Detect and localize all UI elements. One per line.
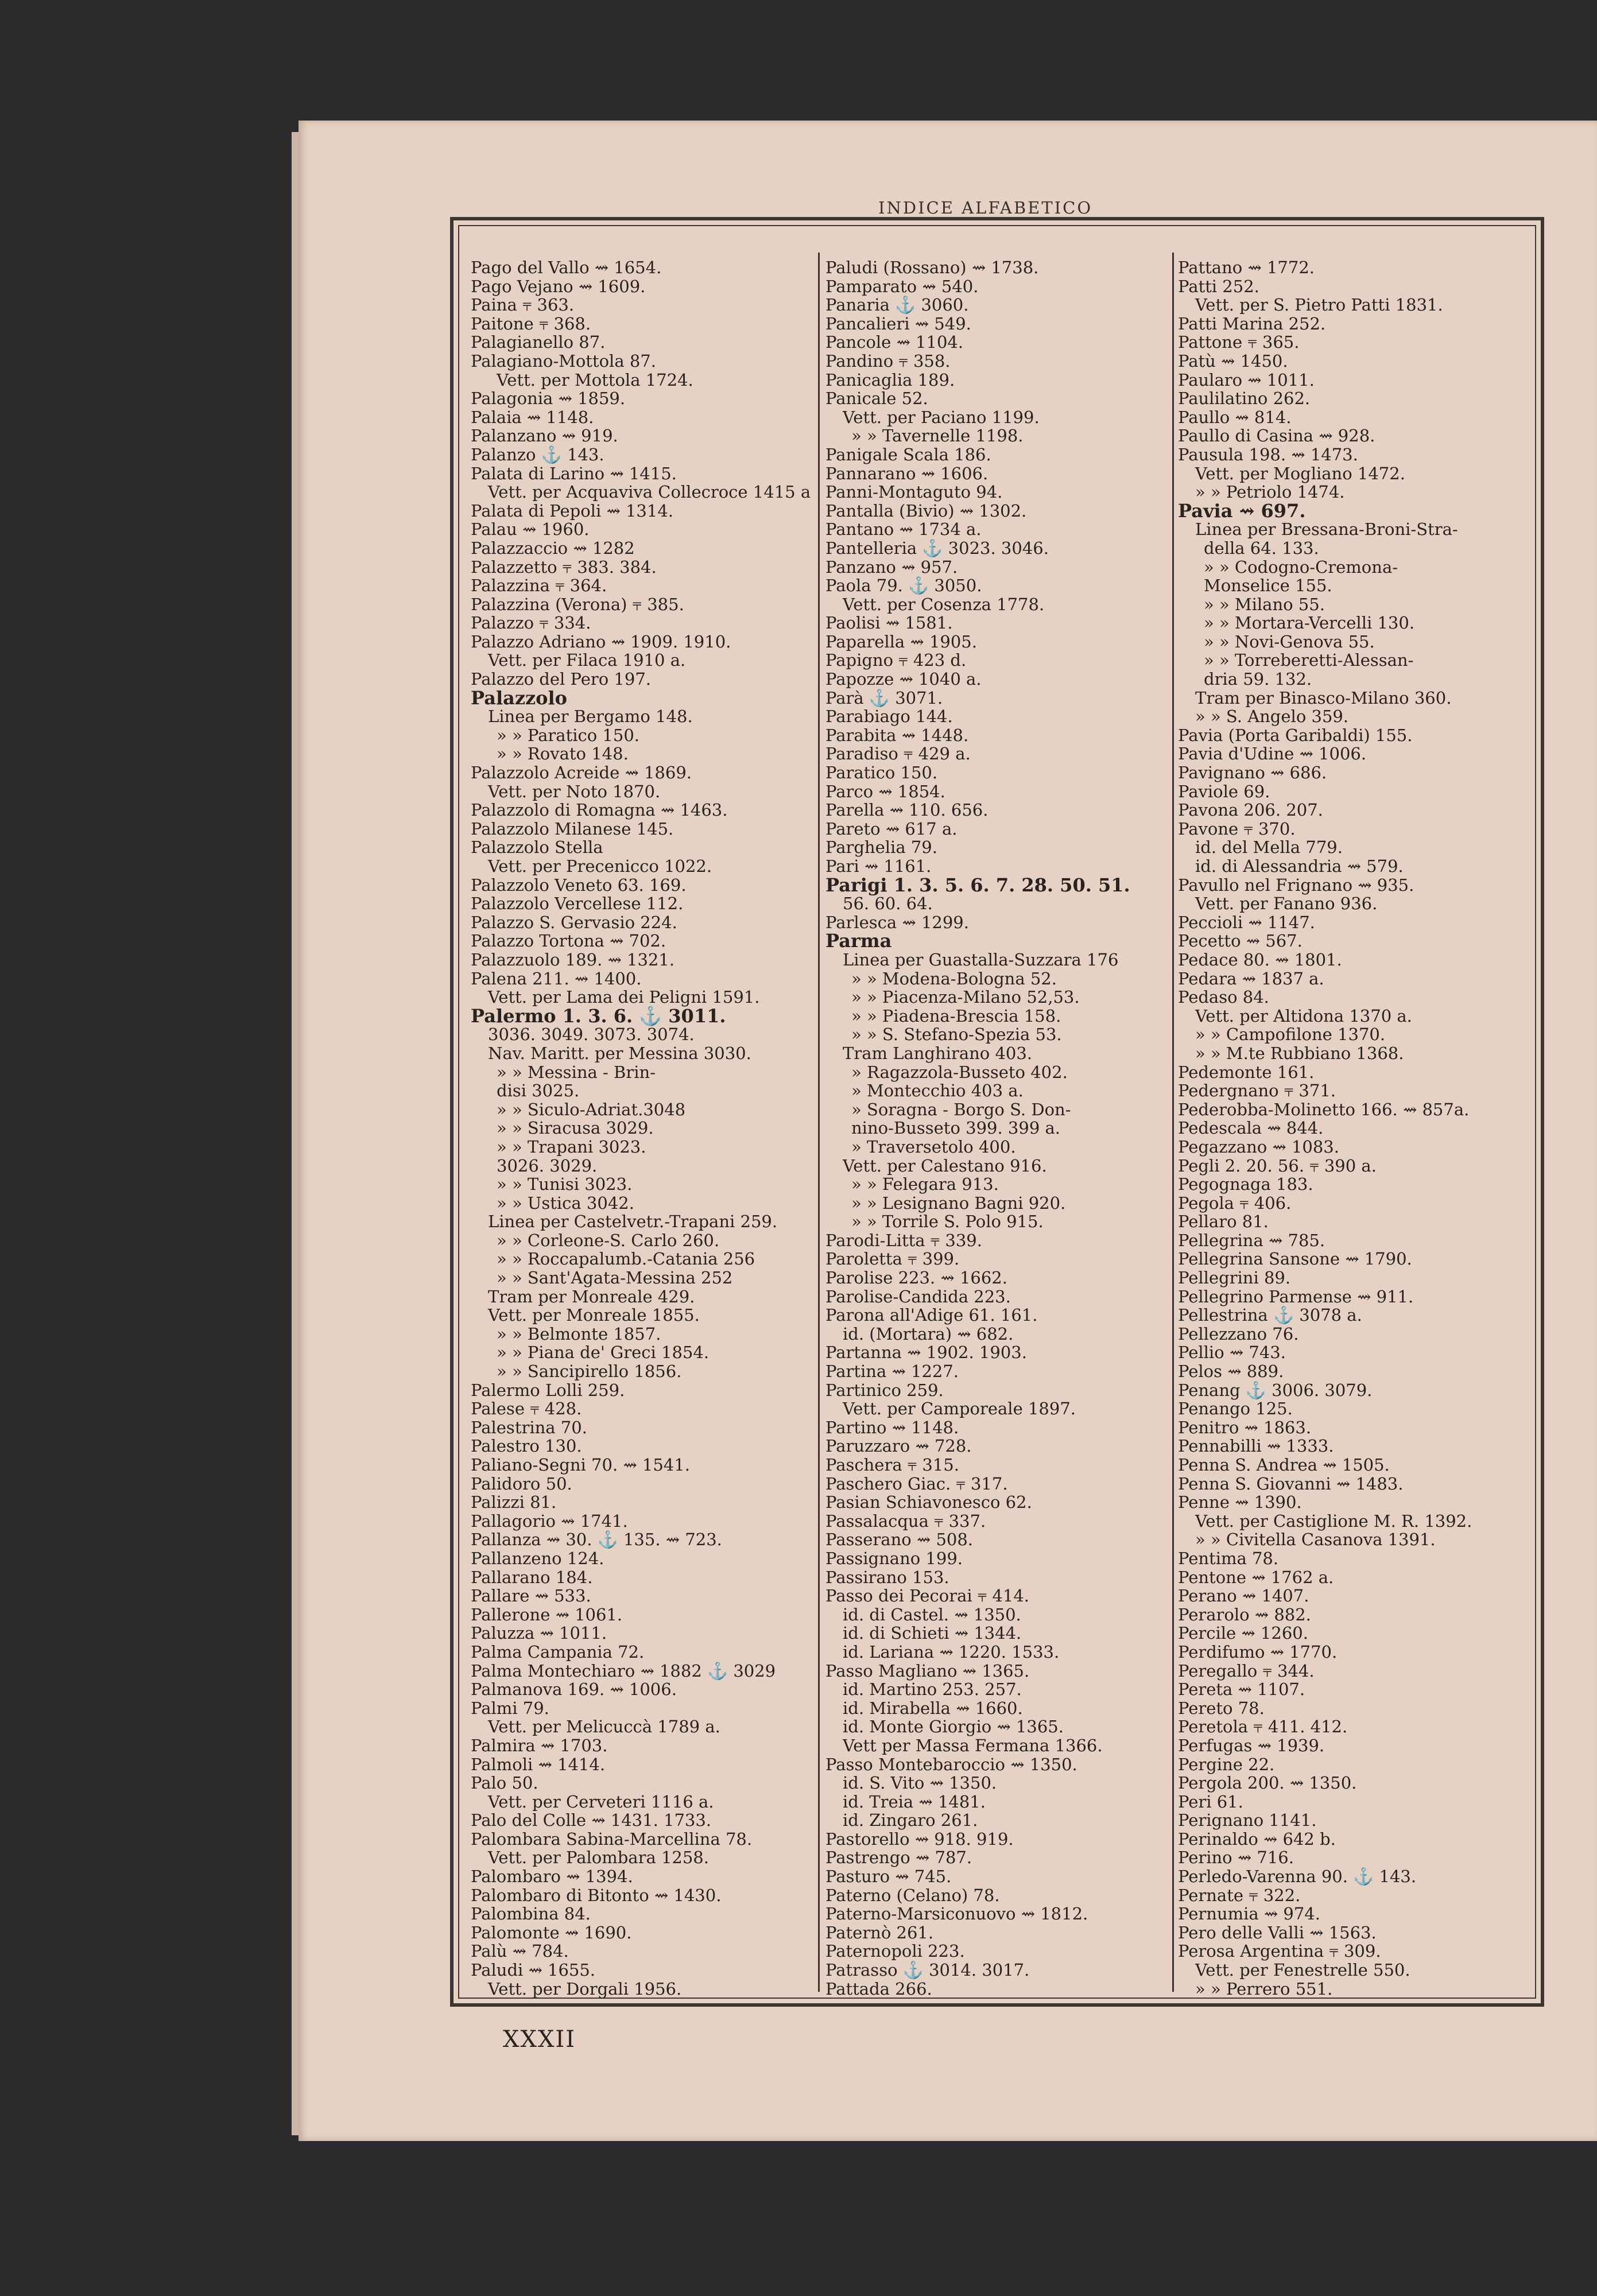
index-entry: Vett. per Acquaviva Collecroce 1415 a [488,482,811,502]
index-entry: » » S. Stefano-Spezia 53. [851,1025,1062,1045]
index-entry: Palombaro di Bitonto ⇝ 1430. [471,1885,722,1905]
index-entry: Palazzolo Vercellese 112. [471,894,684,914]
index-entry: Palanzo ⚓ 143. [471,444,604,464]
index-entry: Penna S. Giovanni ⇝ 1483. [1178,1473,1404,1494]
index-entry: Paola 79. ⚓ 3050. [825,576,982,596]
index-entry: Penna S. Andrea ⇝ 1505. [1178,1455,1390,1475]
index-entry: Paluzza ⇝ 1011. [471,1623,607,1643]
index-entry: Palazzo S. Gervasio 224. [471,912,677,932]
index-entry: Pasturo ⇝ 745. [825,1867,952,1887]
index-entry: Paroletta ⫧ 399. [825,1249,960,1269]
index-entry: Vett. per Fenestrelle 550. [1195,1960,1410,1980]
index-entry: Nav. Maritt. per Messina 3030. [488,1043,751,1063]
index-entry: » » Lesignano Bagni 920. [851,1193,1066,1213]
index-entry: Pedara ⇝ 1837 a. [1178,968,1324,988]
index-entry: Pelos ⇝ 889. [1178,1362,1284,1382]
index-entry: » » Belmonte 1857. [497,1324,661,1344]
index-entry: » » Roccapalumb.-Catania 256 [497,1249,755,1269]
index-entry: Panicale 52. [825,389,928,409]
index-entry: » » Tunisi 3023. [497,1174,633,1194]
index-entry: Palazzaccio ⇝ 1282 [471,538,635,558]
index-entry: Palese ⫧ 428. [471,1399,582,1419]
index-entry: Pavignano ⇝ 686. [1178,763,1327,783]
index-entry: Parma [825,930,892,952]
index-entry: Percile ⇝ 1260. [1178,1623,1308,1643]
index-entry: Pattano ⇝ 1772. [1178,258,1315,277]
index-entry: Pellegrina Sansone ⇝ 1790. [1178,1249,1412,1269]
index-entry: Pandino ⫧ 358. [825,351,951,371]
index-entry: Palazzolo Acreide ⇝ 1869. [471,763,692,783]
index-entry: Pellestrina ⚓ 3078 a. [1178,1305,1362,1325]
index-entry: id. (Mortara) ⇝ 682. [843,1324,1014,1344]
index-entry: Paparella ⇝ 1905. [825,631,977,651]
index-entry: Vett. per Noto 1870. [488,781,661,801]
index-entry: Paularo ⇝ 1011. [1178,370,1315,390]
index-entry: Palanzano ⇝ 919. [471,426,618,446]
index-entry: » » Tavernelle 1198. [851,426,1024,446]
index-entry: Panigale Scala 186. [825,444,991,464]
index-entry: Palizzi 81. [471,1492,557,1512]
index-entry: Pancalieri ⇝ 549. [825,313,971,333]
index-entry: Penitro ⇝ 1863. [1178,1417,1312,1437]
index-entry: » » Paratico 150. [497,725,639,745]
index-entry: » » Rovato 148. [497,744,629,764]
index-entry: id. Zingaro 261. [843,1810,978,1830]
index-entry: Pegognaga 183. [1178,1174,1313,1194]
index-entry: Palazzolo Stella [471,837,603,858]
index-entry: Penang ⚓ 3006. 3079. [1178,1380,1373,1400]
index-entry: Perino ⇝ 716. [1178,1848,1294,1868]
index-entry: Palma Campania 72. [471,1642,645,1662]
index-entry: » » Messina - Brin- [497,1062,656,1082]
index-entry: » » Sancipirello 1856. [497,1362,682,1382]
index-entry: Palo 50. [471,1773,538,1793]
index-entry: Pegola ⫧ 406. [1178,1193,1292,1213]
index-entry: Pallarano 184. [471,1567,593,1587]
index-entry: Parodi-Litta ⫧ 339. [825,1230,982,1250]
index-entry: Palazzolo Veneto 63. 169. [471,875,687,895]
index-entry: Paschera ⫧ 315. [825,1455,959,1475]
index-entry: Vett. per Cosenza 1778. [843,594,1045,614]
index-entry: Pago del Vallo ⇝ 1654. [471,258,662,277]
index-entry: Vett. per S. Pietro Patti 1831. [1195,295,1443,315]
index-entry: Palazzolo di Romagna ⇝ 1463. [471,800,728,820]
index-entry: Parigi 1. 3. 5. 6. 7. 28. 50. 51. [825,874,1130,896]
index-entry: Perarolo ⇝ 882. [1178,1604,1311,1624]
index-entry: Palmoli ⇝ 1414. [471,1754,606,1774]
index-entry: Palmi 79. [471,1698,549,1718]
index-entry: Patù ⇝ 1450. [1178,351,1288,371]
index-entry: Pasian Schiavonesco 62. [825,1492,1032,1512]
index-entry: Palau ⇝ 1960. [471,519,590,540]
index-entry: Palazzolo [471,687,568,709]
index-entry: Peretola ⫧ 411. 412. [1178,1717,1348,1737]
index-entry: » Traversetolo 400. [851,1137,1016,1157]
index-entry: id. Mirabella ⇝ 1660. [843,1698,1023,1718]
index-entry: Pederobba-Molinetto 166. ⇝ 857a. [1178,1099,1470,1119]
index-entry: » » Siracusa 3029. [497,1118,654,1138]
index-entry: Palagonia ⇝ 1859. [471,389,626,409]
index-entry: Palermo Lolli 259. [471,1380,625,1400]
index-entry: Pavona 206. 207. [1178,800,1323,820]
index-entry: Palagiano-Mottola 87. [471,351,656,371]
index-entry: » » S. Angelo 359. [1195,707,1349,727]
index-entry: Palma Montechiaro ⇝ 1882 ⚓ 3029 [471,1661,776,1681]
index-entry: Pergine 22. [1178,1754,1275,1774]
index-entry: Pedaso 84. [1178,987,1269,1007]
index-entry: Papozze ⇝ 1040 a. [825,669,982,689]
index-entry: Pentone ⇝ 1762 a. [1178,1567,1334,1587]
index-entry: Palaia ⇝ 1148. [471,407,594,427]
index-entry: Pedergnano ⫧ 371. [1178,1081,1336,1101]
index-entry: » » Torrile S. Polo 915. [851,1212,1044,1232]
index-entry: » » Sant'Agata-Messina 252 [497,1268,733,1288]
index-entry: » » Felegara 913. [851,1174,999,1194]
index-entry: id. del Mella 779. [1195,837,1343,858]
index-entry: Passignano 199. [825,1548,963,1568]
index-entry: Pavullo nel Frignano ⇝ 935. [1178,875,1414,895]
index-entry: Pantano ⇝ 1734 a. [825,519,982,540]
index-entry: Palazzetto ⫧ 383. 384. [471,557,657,577]
index-entry: » » Modena-Bologna 52. [851,968,1057,988]
index-entry: Perfugas ⇝ 1939. [1178,1735,1325,1755]
index-entry: » » Trapani 3023. [497,1137,646,1157]
index-entry: Palazzo Tortona ⇝ 702. [471,931,666,951]
index-entry: Pedemonte 161. [1178,1062,1315,1082]
index-entry: 3026. 3029. [497,1155,598,1176]
index-entry: Pennabilli ⇝ 1333. [1178,1436,1334,1456]
column-divider [818,253,820,1992]
index-entry: Palombara Sabina-Marcellina 78. [471,1829,753,1849]
index-entry: Papigno ⫧ 423 d. [825,650,967,670]
index-entry: Paina ⫧ 363. [471,295,575,315]
index-entry: Pero delle Valli ⇝ 1563. [1178,1922,1377,1942]
index-entry: Pallagorio ⇝ 1741. [471,1511,628,1531]
index-entry: disi 3025. [497,1081,580,1101]
index-entry: Vett. per Dorgali 1956. [488,1979,682,1999]
index-entry: Pellegrina ⇝ 785. [1178,1230,1325,1250]
index-entry: Palestrina 70. [471,1417,587,1437]
index-entry: Patti 252. [1178,276,1259,296]
index-entry: id. di Castel. ⇝ 1350. [843,1604,1021,1624]
index-column-3 [1178,258,1534,1999]
index-entry: Passalacqua ⫧ 337. [825,1511,986,1531]
index-entry: id. Martino 253. 257. [843,1680,1022,1700]
index-entry: Paradiso ⫧ 429 a. [825,744,971,764]
index-entry: Tram Langhirano 403. [843,1043,1033,1063]
index-entry: Pernate ⫧ 322. [1178,1885,1301,1905]
index-entry: Passerano ⇝ 508. [825,1530,974,1550]
index-entry: » » Novi-Genova 55. [1204,631,1375,651]
index-entry: id. Treia ⇝ 1481. [843,1791,986,1812]
index-entry: Linea per Bergamo 148. [488,707,693,727]
index-entry: Palazzo ⫧ 334. [471,613,591,633]
index-entry: Tram per Binasco-Milano 360. [1195,688,1452,708]
page-number: XXXII [503,2026,576,2053]
index-entry: Pedace 80. ⇝ 1801. [1178,949,1342,969]
index-entry: Parghelia 79. [825,837,937,858]
index-entry: » » Piana de' Greci 1854. [497,1343,710,1363]
index-entry: Pareto ⇝ 617 a. [825,819,958,839]
index-entry: Paterno-Marsiconuovo ⇝ 1812. [825,1904,1088,1924]
index-entry: Pamparato ⇝ 540. [825,276,979,296]
index-entry: Vett. per Precenicco 1022. [488,856,712,876]
index-entry: » » Campofilone 1370. [1195,1025,1386,1045]
index-entry: Paullo ⇝ 814. [1178,407,1292,427]
index-entry: Pallanzeno 124. [471,1548,604,1568]
index-entry: Pernumia ⇝ 974. [1178,1904,1320,1924]
index-entry: Pattone ⫧ 365. [1178,332,1300,352]
index-entry: Palmanova 169. ⇝ 1006. [471,1680,677,1700]
index-entry: Pellaro 81. [1178,1212,1269,1232]
index-entry: Vett. per Fanano 936. [1195,894,1378,914]
index-entry: 56. 60. 64. [843,894,933,914]
index-entry: Pecetto ⇝ 567. [1178,931,1303,951]
index-entry: Patrasso ⚓ 3014. 3017. [825,1960,1030,1980]
index-entry: nino-Busseto 399. 399 a. [851,1118,1061,1138]
index-entry: Perosa Argentina ⫧ 309. [1178,1941,1381,1961]
index-entry: » » Civitella Casanova 1391. [1195,1530,1436,1550]
index-entry: Pantelleria ⚓ 3023. 3046. [825,538,1049,558]
index-entry: id. Monte Giorgio ⇝ 1365. [843,1717,1064,1737]
index-entry: Paratico 150. [825,763,938,783]
index-entry: Pannarano ⇝ 1606. [825,463,989,483]
index-entry: Peccioli ⇝ 1147. [1178,912,1315,932]
index-entry: Palazzolo Milanese 145. [471,819,674,839]
index-entry: Palidoro 50. [471,1473,572,1494]
index-entry: Paitone ⫧ 368. [471,313,591,333]
index-entry: Parabita ⇝ 1448. [825,725,969,745]
index-entry: Penango 125. [1178,1399,1293,1419]
index-entry: Parabiago 144. [825,707,953,727]
index-entry: Peri 61. [1178,1791,1243,1812]
index-entry: » » Corleone-S. Carlo 260. [497,1230,720,1250]
index-entry: Palestro 130. [471,1436,582,1456]
index-entry: Paruzzaro ⇝ 728. [825,1436,972,1456]
index-entry: Palazzo Adriano ⇝ 1909. 1910. [471,631,731,651]
index-entry: Paullo di Casina ⇝ 928. [1178,426,1375,446]
index-entry: » Soragna - Borgo S. Don- [851,1099,1071,1119]
index-entry: della 64. 133. [1204,538,1319,558]
index-entry: id. di Schieti ⇝ 1344. [843,1623,1022,1643]
index-entry: Pastorello ⇝ 918. 919. [825,1829,1014,1849]
index-entry: Vett. per Castiglione M. R. 1392. [1195,1511,1472,1531]
index-entry: Paternò 261. [825,1922,934,1942]
index-entry: Pallerone ⇝ 1061. [471,1604,623,1624]
index-entry: Partinico 259. [825,1380,944,1400]
index-entry: » » Mortara-Vercelli 130. [1204,613,1415,633]
index-entry: Vett. per Mottola 1724. [497,370,693,390]
index-entry: id. Lariana ⇝ 1220. 1533. [843,1642,1060,1662]
index-entry: Vett. per Camporeale 1897. [843,1399,1076,1419]
index-entry: Palomonte ⇝ 1690. [471,1922,632,1942]
index-entry: » » Piacenza-Milano 52,53. [851,987,1080,1007]
index-entry: Vett. per Palombara 1258. [488,1848,709,1868]
index-entry: Perano ⇝ 1407. [1178,1586,1309,1606]
index-entry: Palmira ⇝ 1703. [471,1735,608,1755]
index-entry: Passo Magliano ⇝ 1365. [825,1661,1030,1681]
index-entry: Palù ⇝ 784. [471,1941,569,1961]
index-entry: Palagianello 87. [471,332,606,352]
index-entry: Partino ⇝ 1148. [825,1417,959,1437]
index-entry: Parlesca ⇝ 1299. [825,912,969,932]
index-entry: » Montecchio 403 a. [851,1081,1024,1101]
index-entry: Parona all'Adige 61. 161. [825,1305,1038,1325]
index-entry: Pago Vejano ⇝ 1609. [471,276,646,296]
index-entry: » » M.te Rubbiano 1368. [1195,1043,1404,1063]
page-header: INDICE ALFABETICO [878,198,1093,218]
index-entry: » » Piadena-Brescia 158. [851,1006,1061,1026]
index-entry: Paludi (Rossano) ⇝ 1738. [825,258,1039,277]
index-entry: » Ragazzola-Busseto 402. [851,1062,1068,1082]
index-entry: Paternopoli 223. [825,1941,965,1961]
index-entry: Pantalla (Bivio) ⇝ 1302. [825,501,1027,521]
index-entry: Perdifumo ⇝ 1770. [1178,1642,1338,1662]
index-entry: Paschero Giac. ⫧ 317. [825,1473,1008,1494]
index-entry: Pergola 200. ⇝ 1350. [1178,1773,1357,1793]
index-entry: Linea per Bressana-Broni-Stra- [1195,519,1458,540]
index-entry: Pancole ⇝ 1104. [825,332,964,352]
index-entry: Palazzuolo 189. ⇝ 1321. [471,949,675,969]
index-entry: Linea per Guastalla-Suzzara 176 [843,949,1119,969]
index-entry: Perinaldo ⇝ 642 b. [1178,1829,1336,1849]
index-entry: Paolisi ⇝ 1581. [825,613,953,633]
index-entry: Panni-Montaguto 94. [825,482,1003,502]
index-column-2 [825,258,1170,1999]
index-entry: Pavone ⫧ 370. [1178,819,1296,839]
index-entry: Pereto 78. [1178,1698,1265,1718]
index-entry: Pallanza ⇝ 30. ⚓ 135. ⇝ 723. [471,1530,722,1550]
index-entry: Perignano 1141. [1178,1810,1317,1830]
index-entry: Passirano 153. [825,1567,949,1587]
index-entry: Partanna ⇝ 1902. 1903. [825,1343,1027,1363]
index-entry: Parolise 223. ⇝ 1662. [825,1268,1007,1288]
index-entry: Palazzina ⫧ 364. [471,576,607,596]
index-entry: Pallare ⇝ 533. [471,1586,591,1606]
index-entry: Paterno (Celano) 78. [825,1885,1000,1905]
column-divider [1172,253,1174,1992]
index-entry: Pedescala ⇝ 844. [1178,1118,1324,1138]
index-entry: Monselice 155. [1204,576,1332,596]
index-entry: Vett. per Cerveteri 1116 a. [488,1791,714,1812]
index-entry: Paludi ⇝ 1655. [471,1960,596,1980]
index-entry: Partina ⇝ 1227. [825,1362,959,1382]
index-entry: » » Milano 55. [1204,594,1325,614]
index-entry: Panzano ⇝ 957. [825,557,958,577]
index-entry: Palena 211. ⇝ 1400. [471,968,642,988]
index-entry: dria 59. 132. [1204,669,1312,689]
index-entry: Vett. per Paciano 1199. [843,407,1040,427]
index-entry: » » Torreberetti-Alessan- [1204,650,1414,670]
index-entry: » » Siculo-Adriat.3048 [497,1099,686,1119]
index-entry: Pavia d'Udine ⇝ 1006. [1178,744,1367,764]
index-entry: Vett. per Monreale 1855. [488,1305,700,1325]
index-entry: Patti Marina 252. [1178,313,1326,333]
index-entry: Paviole 69. [1178,781,1270,801]
index-entry: Parolise-Candida 223. [825,1286,1011,1306]
index-entry: Palermo 1. 3. 6. ⚓ 3011. [471,1004,726,1027]
index-entry: Pausula 198. ⇝ 1473. [1178,444,1358,464]
index-entry: Vett. per Mogliano 1472. [1195,463,1405,483]
index-entry: Palazzina (Verona) ⫧ 385. [471,594,684,614]
index-entry: Palata di Pepoli ⇝ 1314. [471,501,673,521]
index-entry: Pavia ⇝ 697. [1178,499,1306,522]
index-entry: Palo del Colle ⇝ 1431. 1733. [471,1810,712,1830]
index-entry: Pereta ⇝ 1107. [1178,1680,1305,1700]
index-entry: » » Petriolo 1474. [1195,482,1345,502]
index-entry: Pegazzano ⇝ 1083. [1178,1137,1339,1157]
index-entry: Vett. per Filaca 1910 a. [488,650,686,670]
index-entry: Vett. per Melicuccà 1789 a. [488,1717,720,1737]
index-entry: Paulilatino 262. [1178,389,1311,409]
index-entry: id. S. Vito ⇝ 1350. [843,1773,997,1793]
index-entry: Pari ⇝ 1161. [825,856,932,876]
index-entry: Penne ⇝ 1390. [1178,1492,1302,1512]
index-entry: Pegli 2. 20. 56. ⫧ 390 a. [1178,1155,1377,1176]
index-entry: Perledo-Varenna 90. ⚓ 143. [1178,1867,1417,1887]
index-entry: Pattada 266. [825,1979,932,1999]
index-entry: Palombaro ⇝ 1394. [471,1867,633,1887]
index-entry: Tram per Monreale 429. [488,1286,695,1306]
index-entry: » » Ustica 3042. [497,1193,634,1213]
index-entry: Vett. per Lama dei Peligni 1591. [488,987,760,1007]
index-entry: Linea per Castelvetr.-Trapani 259. [488,1212,778,1232]
index-entry: Palombina 84. [471,1904,591,1924]
index-entry: id. di Alessandria ⇝ 579. [1195,856,1404,876]
index-entry: » » Codogno-Cremona- [1204,557,1398,577]
index-entry: Panicaglia 189. [825,370,955,390]
index-entry: Pentima 78. [1178,1548,1279,1568]
index-entry: Passo dei Pecorai ⫧ 414. [825,1586,1030,1606]
index-entry: Passo Montebaroccio ⇝ 1350. [825,1754,1077,1774]
index-entry: Pellezzano 76. [1178,1324,1299,1344]
index-entry: » » Perrero 551. [1195,1979,1333,1999]
index-entry: Parco ⇝ 1854. [825,781,945,801]
index-column-1 [471,258,815,1999]
index-entry: Pellio ⇝ 743. [1178,1343,1286,1363]
index-entry: Palazzo del Pero 197. [471,669,652,689]
index-entry: 3036. 3049. 3073. 3074. [488,1025,695,1045]
index-entry: Parà ⚓ 3071. [825,688,943,708]
index-entry: Pastrengo ⇝ 787. [825,1848,972,1868]
index-entry: Pellegrini 89. [1178,1268,1291,1288]
index-entry: Parella ⇝ 110. 656. [825,800,989,820]
index-entry: Paliano-Segni 70. ⇝ 1541. [471,1455,690,1475]
index-entry: Vett. per Calestano 916. [843,1155,1047,1176]
index-entry: Vett. per Altidona 1370 a. [1195,1006,1412,1026]
index-entry: Panaria ⚓ 3060. [825,295,969,315]
index-entry: Pavia (Porta Garibaldi) 155. [1178,725,1413,745]
index-entry: Palata di Larino ⇝ 1415. [471,463,677,483]
index-entry: Pellegrino Parmense ⇝ 911. [1178,1286,1414,1306]
index-entry: Peregallo ⫧ 344. [1178,1661,1315,1681]
index-entry: Vett per Massa Fermana 1366. [843,1735,1103,1755]
